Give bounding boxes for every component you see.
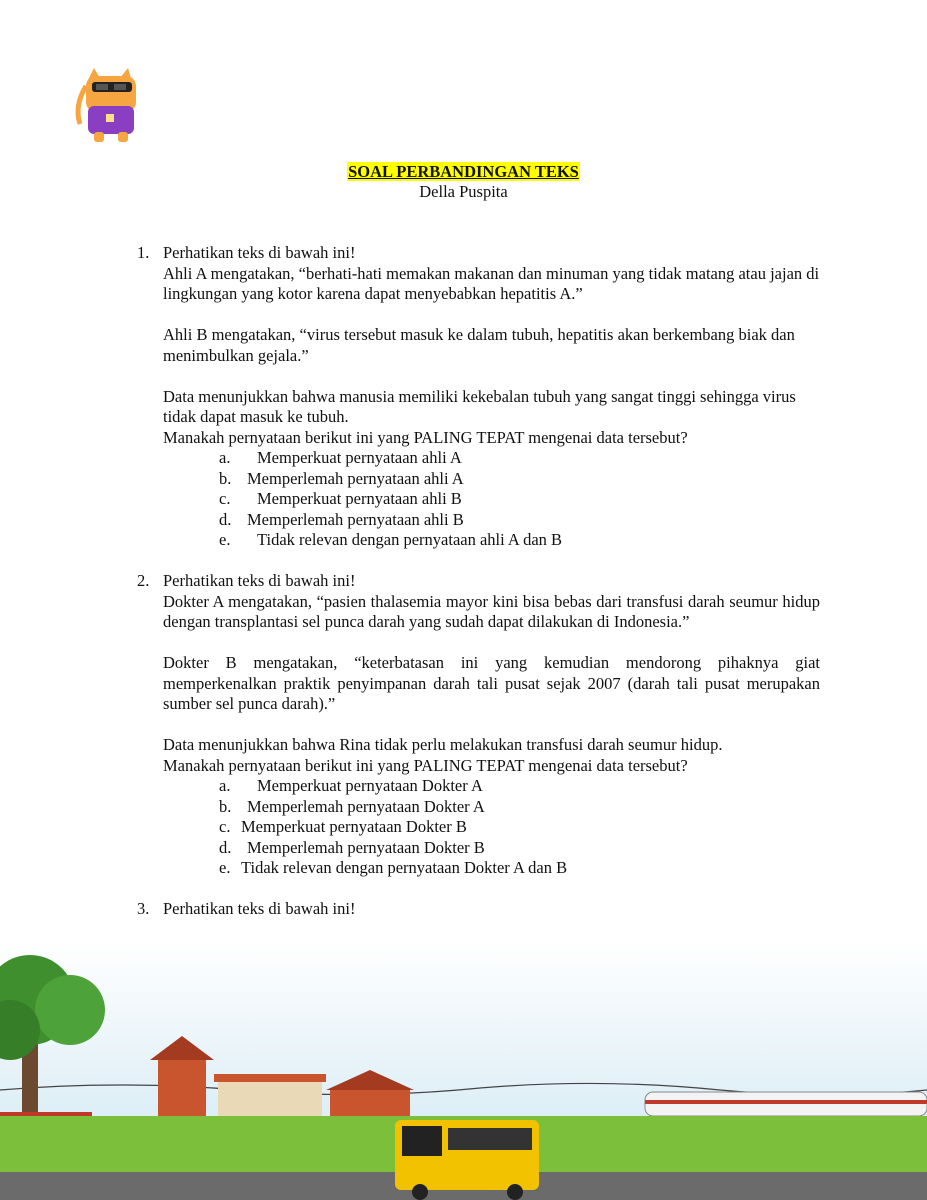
statement-a: Ahli A mengatakan, “berhati-hati memakan makanan dan minuman yang tidak matang atau jajan di lingkungan yang kotor karena dapat menyebabkan hepatitis A.” (163, 263, 820, 303)
question-intro: Perhatikan teks di bawah ini! (163, 243, 356, 262)
statement-b: Dokter B mengatakan, “keterbatasan ini yang kemudian mendorong pihaknya giat memperkenalkan praktik penyimpanan darah tali pusat sejak 2007 (darah tali pusat merupakan sumber sel punca darah).” (163, 653, 820, 713)
option-c: c. Memperkuat pernyataan Dokter B (219, 817, 467, 836)
question-2 (137, 571, 820, 879)
statement-a: Dokter A mengatakan, “pasien thalasemia mayor kini bisa bebas dari transfusi darah seumur hidup dengan transplantasi sel punca darah yang sudah dapat dilakukan di Indonesia.” (163, 591, 820, 631)
title-block (0, 162, 927, 202)
option-b: b. Memperlemah pernyataan ahli A (219, 468, 464, 488)
question-number: 3. (137, 899, 150, 918)
option-a: a. Memperkuat pernyataan Dokter A (219, 776, 483, 795)
option-d: d. Memperlemah pernyataan Dokter B (219, 837, 485, 857)
data-statement: Data menunjukkan bahwa Rina tidak perlu melakukan transfusi darah seumur hidup. (163, 735, 723, 754)
options-list (163, 776, 820, 879)
city-scene-illustration (0, 940, 927, 1200)
bus-icon (395, 1120, 539, 1200)
statement-b: Ahli B mengatakan, “virus tersebut masuk ke dalam tubuh, hepatitis akan berkembang biak dan menimbulkan gejala.” (163, 325, 795, 365)
option-a: a. Memperkuat pernyataan ahli A (219, 448, 462, 467)
page-title: SOAL PERBANDINGAN TEKS (348, 162, 579, 181)
question-1 (137, 243, 820, 551)
author-name: Della Puspita (419, 182, 508, 201)
question-number: 2. (137, 571, 150, 590)
question-prompt: Manakah pernyataan berikut ini yang PALING TEPAT mengenai data tersebut? (163, 427, 688, 447)
options-list (163, 448, 820, 551)
data-statement: Data menunjukkan bahwa manusia memiliki kekebalan tubuh yang sangat tinggi sehingga virus tidak dapat masuk ke tubuh. (163, 386, 796, 426)
train-icon (645, 1092, 927, 1116)
option-d: d. Memperlemah pernyataan ahli B (219, 509, 464, 529)
question-prompt: Manakah pernyataan berikut ini yang PALING TEPAT mengenai data tersebut? (163, 755, 688, 775)
question-list (137, 243, 820, 940)
question-number: 1. (137, 243, 150, 262)
question-intro: Perhatikan teks di bawah ini! (163, 899, 356, 918)
option-b: b. Memperlemah pernyataan Dokter A (219, 796, 485, 816)
cat-mascot-icon (66, 66, 156, 146)
option-e: e. Tidak relevan dengan pernyataan Dokter A dan B (219, 858, 568, 877)
option-c: c. Memperkuat pernyataan ahli B (219, 489, 462, 508)
option-e: e. Tidak relevan dengan pernyataan ahli A dan B (219, 530, 563, 549)
question-intro: Perhatikan teks di bawah ini! (163, 571, 356, 590)
question-3 (137, 899, 820, 920)
